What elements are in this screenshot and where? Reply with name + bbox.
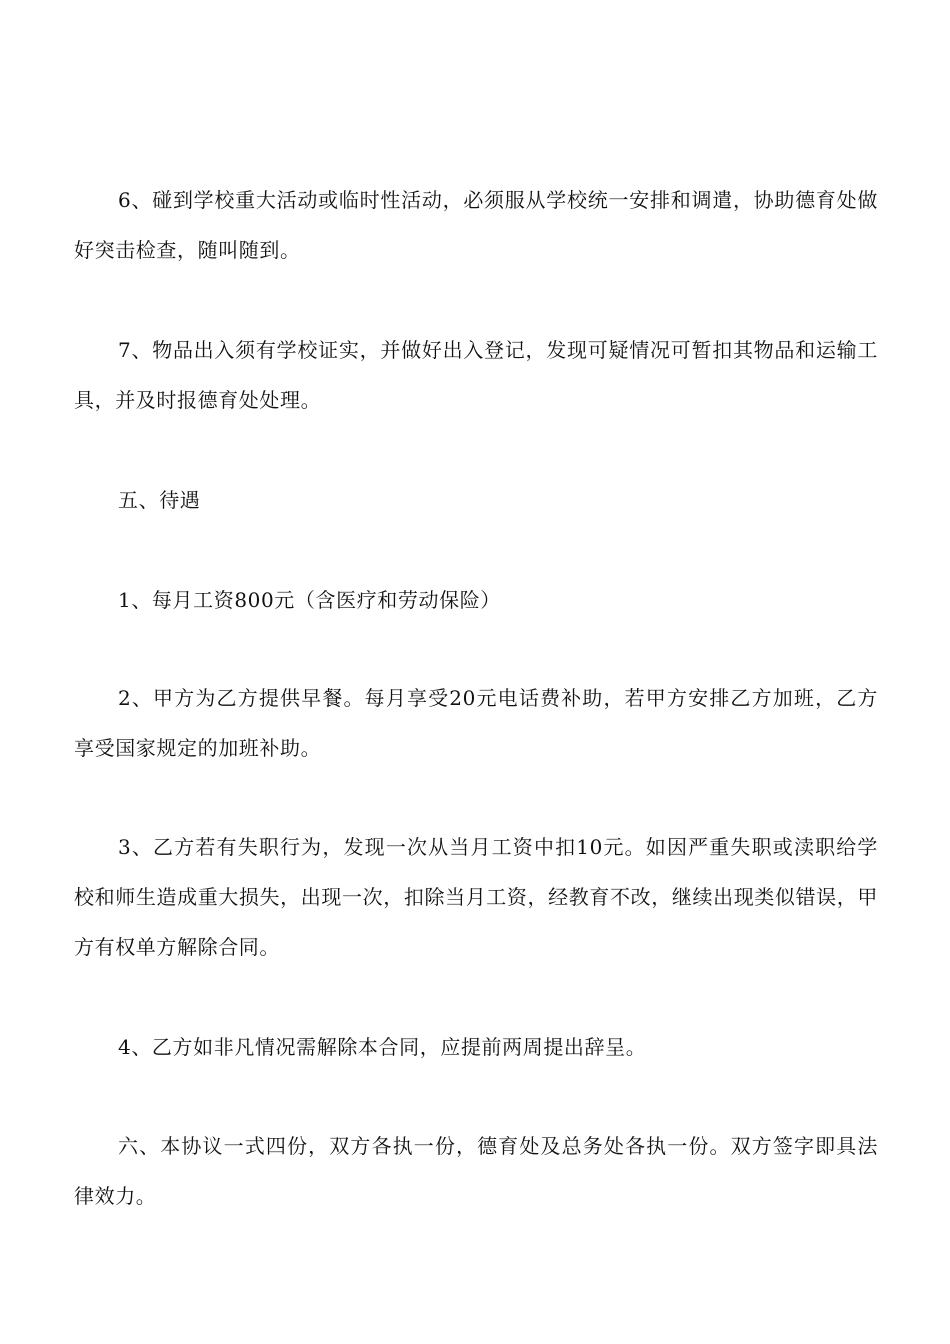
paragraph-treatment-1: 1、每月工资800元（含医疗和劳动保险） xyxy=(118,588,501,612)
section-agreement-copies: 六、本协议一式四份，双方各执一份，德育处及总务处各执一份。双方签字即具法律效力。 xyxy=(74,1134,878,1208)
paragraph-item-7: 7、物品出入须有学校证实，并做好出入登记，发现可疑情况可暂扣其物品和运输工具，并及时报德育处处理。 xyxy=(74,338,878,412)
paragraph-item-6: 6、碰到学校重大活动或临时性活动，必须服从学校统一安排和调遣，协助德育处做好突击检查，随叫随到。 xyxy=(74,188,878,262)
section-heading-treatment: 五、待遇 xyxy=(118,488,201,512)
paragraph-treatment-2: 2、甲方为乙方提供早餐。每月享受20元电话费补助，若甲方安排乙方加班，乙方享受国家规定的加班补助。 xyxy=(74,686,878,760)
paragraph-treatment-3: 3、乙方若有失职行为，发现一次从当月工资中扣10元。如因严重失职或渎职给学校和师生造成重大损失，出现一次，扣除当月工资，经教育不改，继续出现类似错误，甲方有权单方解除合同。 xyxy=(74,835,878,959)
paragraph-treatment-4: 4、乙方如非凡情况需解除本合同，应提前两周提出辞呈。 xyxy=(118,1035,647,1059)
